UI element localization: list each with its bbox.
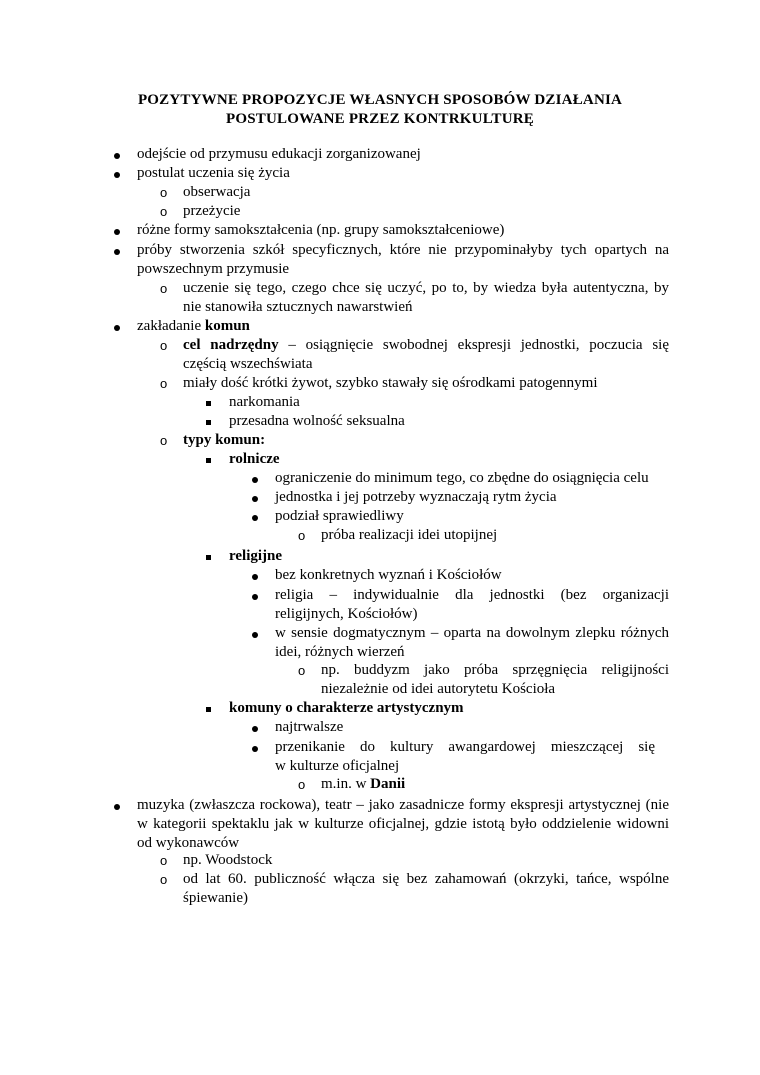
bullet-square-icon: [206, 547, 211, 566]
list-item: muzyka (zwłaszcza rockowa), teatr – jako zasadnicze formy ekspresji artystycznej (nie: [137, 797, 669, 813]
list-item-continuation: idei, różnych wierzeń: [275, 644, 405, 660]
bold-text: Danii: [370, 776, 406, 792]
list-item-continuation: śpiewanie): [183, 890, 248, 906]
list-item: jednostka i jej potrzeby wyznaczają rytm życia: [275, 489, 557, 505]
list-item: narkomania: [229, 394, 300, 410]
bullet-disc-icon: [114, 222, 120, 241]
list-item: w sensie dogmatycznym – oparta na dowolnym zlepku różnych: [275, 625, 669, 641]
bullet-circle-icon: o: [298, 663, 306, 678]
list-item: przesadna wolność seksualna: [229, 413, 405, 429]
list-item: miały dość krótki żywot, szybko stawały się ośrodkami patogennymi: [183, 375, 598, 391]
bullet-disc-icon: [114, 797, 120, 816]
bullet-square-icon: [206, 450, 211, 469]
bullet-disc-icon: [252, 719, 258, 738]
bullet-disc-icon: [252, 489, 258, 508]
list-item-continuation: częścią wszechświata: [183, 356, 313, 372]
list-item: postulat uczenia się życia: [137, 165, 290, 181]
bullet-disc-icon: [252, 470, 258, 489]
list-item: cel nadrzędny – osiągnięcie swobodnej ekspresji jednostki, poczucia się: [183, 337, 670, 353]
bullet-circle-icon: o: [298, 528, 306, 543]
list-item-continuation: nie stanowiła sztucznych nawarstwień: [183, 299, 413, 315]
list-item: religijne: [229, 548, 283, 564]
list-item: od lat 60. publiczność włącza się bez zahamowań (okrzyki, tańce, wspólne: [183, 871, 669, 887]
list-item: najtrwalsze: [275, 719, 344, 735]
bullet-disc-icon: [252, 508, 258, 527]
bullet-disc-icon: [252, 587, 258, 606]
list-item: np. Woodstock: [183, 852, 273, 868]
bullet-square-icon: [206, 699, 211, 718]
list-item: zakładanie komun: [137, 318, 250, 334]
bullet-square-icon: [206, 412, 211, 431]
title-line-1: POZYTYWNE PROPOZYCJE WŁASNYCH SPOSOBÓW DZIAŁANIA: [137, 92, 623, 108]
bold-text: komun: [204, 318, 250, 334]
list-item: różne formy samokształcenia (np. grupy samokształceniowe): [137, 222, 505, 238]
bullet-circle-icon: o: [160, 872, 168, 887]
bullet-square-icon: [206, 393, 211, 412]
bullet-circle-icon: o: [160, 853, 168, 868]
bullet-circle-icon: o: [160, 281, 168, 296]
list-item: bez konkretnych wyznań i Kościołów: [275, 567, 502, 583]
list-item: np. buddyzm jako próba sprzęgnięcia religijności: [321, 662, 669, 678]
list-item: próba realizacji idei utopijnej: [321, 527, 498, 543]
bullet-circle-icon: o: [160, 433, 168, 448]
bullet-disc-icon: [252, 739, 258, 758]
list-item: typy komun:: [183, 432, 266, 448]
bullet-disc-icon: [252, 625, 258, 644]
list-item: próby stworzenia szkół specyficznych, które nie przypominałyby tych opartych na: [137, 242, 669, 258]
list-item-continuation: niezależnie od idei autorytetu Kościoła: [321, 681, 556, 697]
list-item-continuation: od wykonawców: [137, 835, 240, 851]
list-item: ograniczenie do minimum tego, co zbędne do osiągnięcia celu: [275, 470, 649, 486]
list-item-continuation: religijnych, Kościołów): [275, 606, 418, 622]
bullet-disc-icon: [114, 318, 120, 337]
list-item: m.in. w Danii: [321, 776, 406, 792]
list-item: uczenie się tego, czego chce się uczyć, po to, by wiedza była autentyczna, by: [183, 280, 669, 296]
title-line-2: POSTULOWANE PRZEZ KONTRKULTURĘ: [225, 111, 534, 127]
bullet-circle-icon: o: [160, 376, 168, 391]
bullet-circle-icon: o: [160, 204, 168, 219]
bullet-disc-icon: [252, 567, 258, 586]
list-item-continuation: powszechnym przymusie: [137, 261, 290, 277]
bullet-circle-icon: o: [160, 338, 168, 353]
bold-text: cel nadrzędny: [183, 337, 279, 353]
list-item: rolnicze: [229, 451, 280, 467]
bullet-disc-icon: [114, 146, 120, 165]
list-item-continuation: w kategorii spektaklu jak w kulturze oficjalnej, gdzie istotą było oddzielenie widowni: [137, 816, 669, 832]
list-item-continuation: w kulturze oficjalnej: [275, 758, 400, 774]
list-item: przenikanie do kultury awangardowej mieszczącej się: [275, 739, 655, 755]
list-item: komuny o charakterze artystycznym: [229, 700, 464, 716]
bullet-circle-icon: o: [298, 777, 306, 792]
list-item: odejście od przymusu edukacji zorganizowanej: [137, 146, 421, 162]
bullet-circle-icon: o: [160, 185, 168, 200]
list-item: przeżycie: [183, 203, 241, 219]
list-item: obserwacja: [183, 184, 251, 200]
bullet-disc-icon: [114, 242, 120, 261]
list-item: religia – indywidualnie dla jednostki (bez organizacji: [275, 587, 669, 603]
list-item: podział sprawiedliwy: [275, 508, 404, 524]
bullet-disc-icon: [114, 165, 120, 184]
